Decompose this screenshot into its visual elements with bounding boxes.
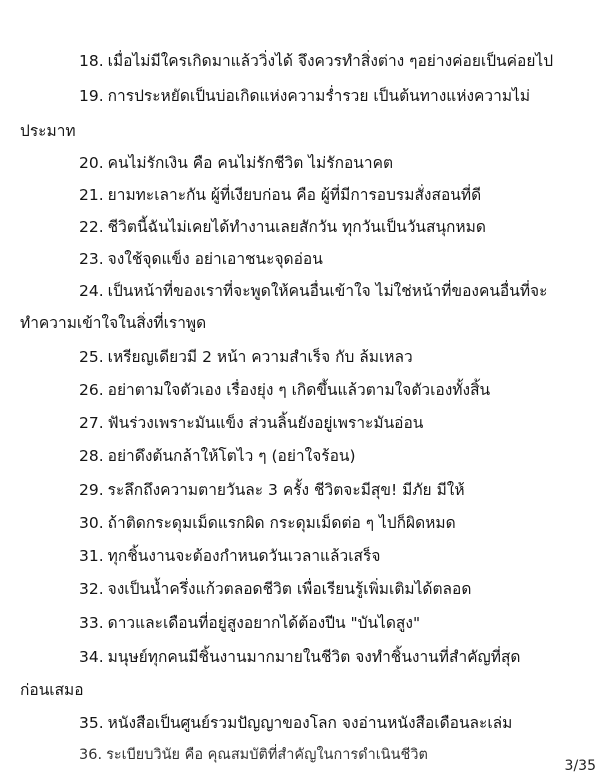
item-number: 22. — [79, 218, 104, 236]
item-text: เมื่อไม่มีใครเกิดมาแล้ววิ่งได้ จึงควรทำสิ่งต่าง ๆอย่างค่อยเป็นค่อยไป — [107, 52, 554, 70]
list-item — [79, 413, 423, 433]
list-item — [79, 513, 456, 533]
item-number: 23. — [79, 250, 104, 268]
item-number: 29. — [79, 481, 104, 499]
list-item — [79, 217, 486, 237]
list-item — [79, 647, 520, 667]
list-item — [79, 745, 428, 765]
item-number: 20. — [79, 154, 104, 172]
item-number: 27. — [79, 414, 104, 432]
item-text: เป็นหน้าที่ของเราที่จะพูดให้คนอื่นเข้าใจ ไม่ใช่หน้าที่ของคนอื่นที่จะ — [107, 282, 548, 300]
list-item — [79, 713, 512, 733]
item-number: 33. — [79, 614, 104, 632]
item-text: หนังสือเป็นศูนย์รวมปัญญาของโลก จงอ่านหนังสือเดือนละเล่ม — [107, 714, 513, 732]
item-number: 21. — [79, 186, 104, 204]
item-number: 28. — [79, 447, 104, 465]
item-text: จงเป็นน้ำครึ่งแก้วตลอดชีวิต เพื่อเรียนรู้เพิ่มเติมได้ตลอด — [107, 580, 472, 598]
item-number: 34. — [79, 648, 104, 666]
item-text: การประหยัดเป็นบ่อเกิดแห่งความร่ำรวย เป็นต้นทางแห่งความไม่ — [107, 87, 531, 105]
item-text: มนุษย์ทุกคนมีชิ้นงานมากมายในชีวิต จงทำชิ้นงานที่สำคัญที่สุด — [107, 648, 521, 666]
item-text: เหรียญเดียวมี 2 หน้า ความสำเร็จ กับ ล้มเหลว — [107, 348, 413, 366]
list-item — [79, 249, 323, 269]
item-text: อย่าดึงต้นกล้าให้โตไว ๆ (อย่าใจร้อน) — [107, 447, 356, 465]
list-item — [79, 546, 380, 566]
item-text: ระเบียบวินัย คือ คุณสมบัติที่สำคัญในการดำเนินชีวิต — [106, 747, 428, 763]
item-text: ฟันร่วงเพราะมันแข็ง ส่วนลิ้นยังอยู่เพราะมันอ่อน — [107, 414, 424, 432]
list-item — [79, 579, 471, 599]
list-item-continuation: ประมาท — [20, 122, 76, 140]
item-text: อย่าตามใจตัวเอง เรื่องยุ่ง ๆ เกิดขึ้นแล้วตามใจตัวเองทั้งสิ้น — [107, 381, 491, 399]
list-item — [79, 480, 465, 500]
page-number: 3/35 — [564, 758, 596, 774]
item-text: ระลึกถึงความตายวันละ 3 ครั้ง ชีวิตจะมีสุข! มีภัย มีให้ — [107, 481, 465, 499]
list-item — [79, 185, 481, 205]
list-item — [79, 153, 393, 173]
item-text: จงใช้จุดแข็ง อย่าเอาชนะจุดอ่อน — [107, 250, 323, 268]
item-text: ชีวิตนี้ฉันไม่เคยได้ทำงานเลยสักวัน ทุกวันเป็นวันสนุกหมด — [107, 218, 486, 236]
item-number: 31. — [79, 547, 104, 565]
item-text: คนไม่รักเงิน คือ คนไม่รักชีวิต ไม่รักอนาคต — [107, 154, 394, 172]
list-item — [79, 613, 420, 633]
list-item — [79, 281, 547, 301]
item-number: 25. — [79, 348, 104, 366]
item-number: 26. — [79, 381, 104, 399]
item-number: 35. — [79, 714, 104, 732]
item-text: ทุกชิ้นงานจะต้องกำหนดวันเวลาแล้วเสร็จ — [107, 547, 381, 565]
item-number: 24. — [79, 282, 104, 300]
list-item — [79, 380, 490, 400]
list-item — [79, 86, 530, 106]
list-item — [79, 446, 356, 466]
list-item-continuation: ก่อนเสมอ — [20, 681, 84, 699]
item-number: 18. — [79, 52, 104, 70]
item-number: 30. — [79, 514, 104, 532]
item-number: 36. — [79, 747, 103, 763]
item-text: ดาวและเดือนที่อยู่สูงอยากได้ต้องปีน "บันไดสูง" — [107, 614, 421, 632]
list-item — [79, 347, 413, 367]
item-number: 32. — [79, 580, 104, 598]
list-item — [79, 51, 553, 71]
item-number: 19. — [79, 87, 104, 105]
item-text: ยามทะเลาะกัน ผู้ที่เงียบก่อน คือ ผู้ที่มีการอบรมสั่งสอนที่ดี — [107, 186, 482, 204]
item-text: ถ้าติดกระดุมเม็ดแรกผิด กระดุมเม็ดต่อ ๆ ไปก็ผิดหมด — [107, 514, 456, 532]
list-item-continuation: ทำความเข้าใจในสิ่งที่เราพูด — [20, 314, 207, 332]
